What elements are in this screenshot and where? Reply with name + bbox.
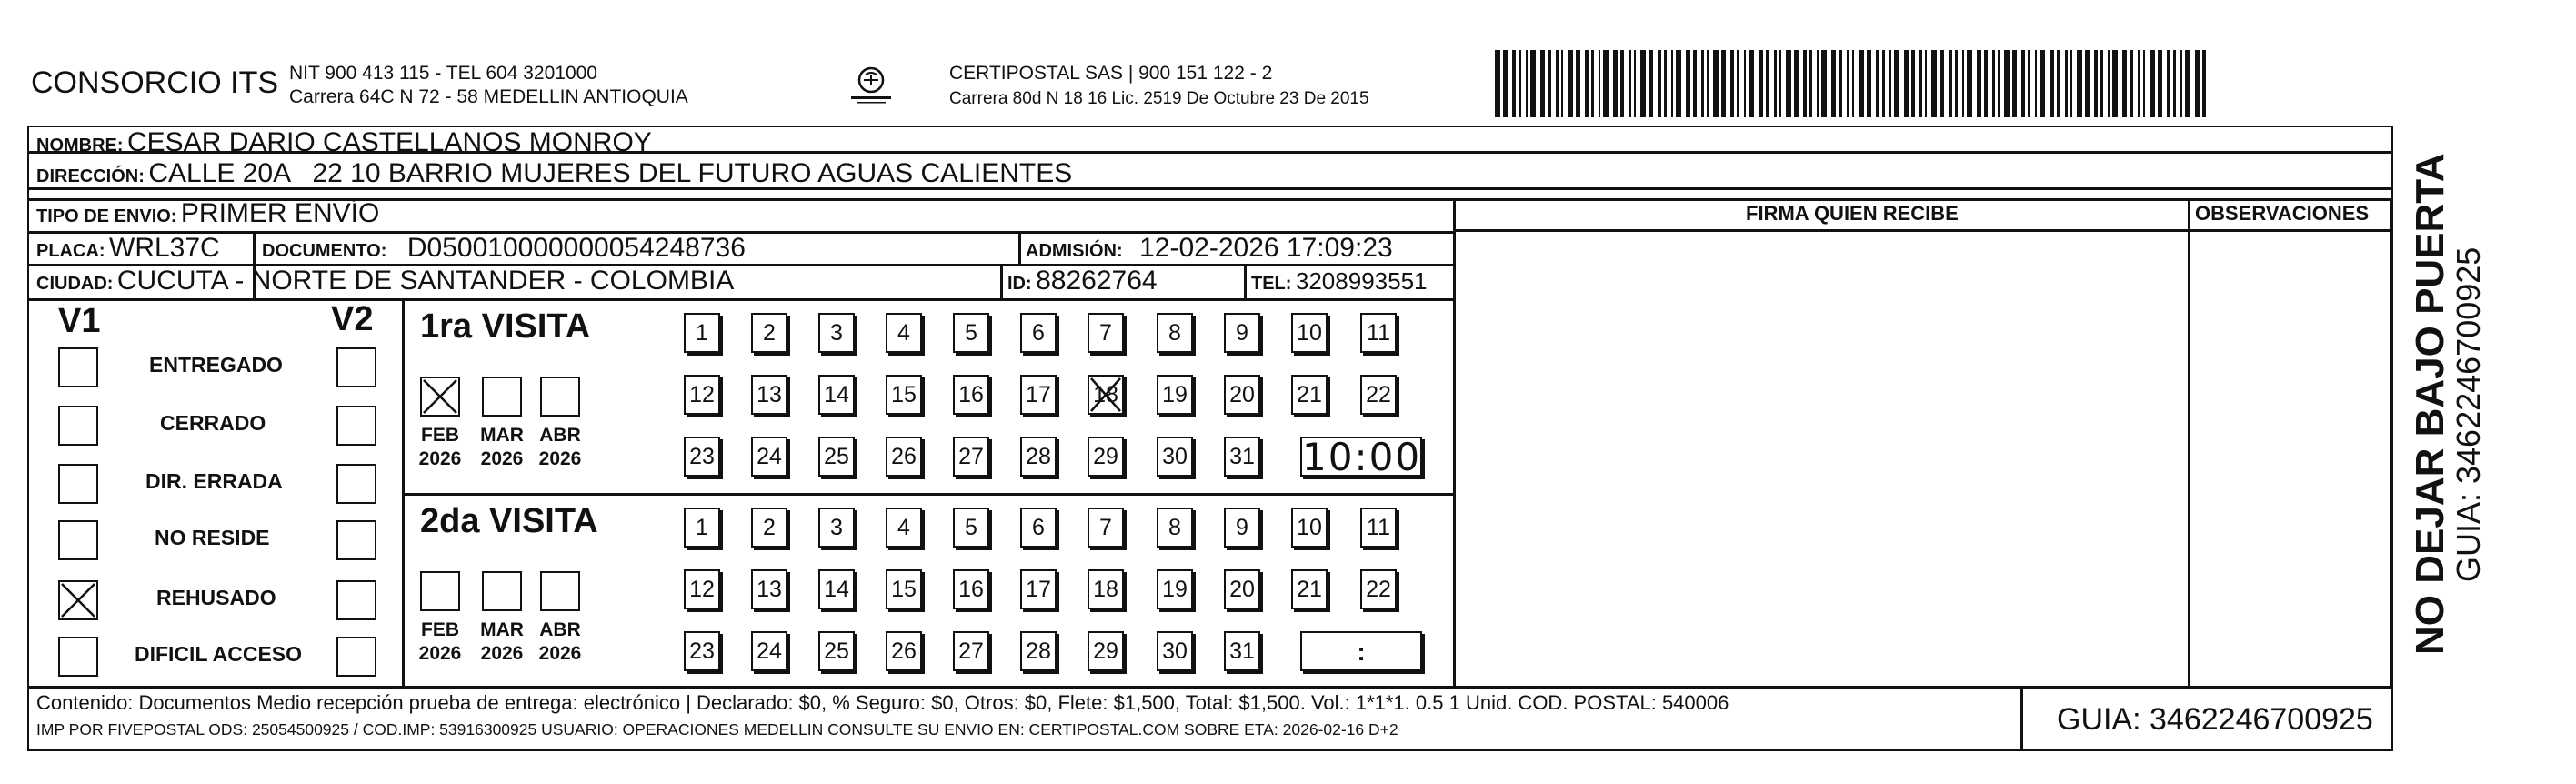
barcode-bar — [1949, 50, 1952, 117]
day-box[interactable]: 4 — [886, 508, 922, 548]
barcode-bar — [2150, 50, 2155, 117]
day-box[interactable]: 14 — [818, 375, 855, 415]
footer-content: Contenido: Documentos Medio recepción prueba de entrega: electrónico | Declarado: $0, % Seguro: $0, Otros: $0, Flete: $1,500, Total: $1,500. Vol.: 1*1*1. 0.5 1 Unid. COD. POSTAL: 540006 — [36, 691, 1729, 714]
barcode-bar — [2167, 50, 2170, 117]
barcode-bar — [1977, 50, 1981, 117]
day-box[interactable]: 7 — [1088, 313, 1124, 353]
month-checkbox[interactable] — [540, 571, 580, 611]
tel-value: 3208993551 — [1295, 267, 1428, 295]
nombre-label: NOMBRE: — [36, 136, 124, 156]
day-box[interactable]: 30 — [1157, 437, 1193, 477]
day-box[interactable]: 16 — [953, 569, 989, 609]
month-name: ABR — [539, 619, 581, 640]
day-box[interactable]: 11 — [1360, 508, 1397, 548]
day-box[interactable]: 9 — [1224, 508, 1260, 548]
barcode-bar — [1519, 50, 1521, 117]
barcode-bar — [1967, 50, 1972, 117]
month-checkbox[interactable] — [482, 571, 522, 611]
barcode-bar — [1882, 50, 1885, 117]
barcode-bar — [2028, 50, 2030, 117]
barcode-bar — [1998, 50, 2000, 117]
day-box[interactable]: 25 — [818, 631, 855, 671]
tipo-envio-row — [36, 198, 379, 229]
barcode-bar — [1658, 50, 1661, 117]
carrier-license: Carrera 80d N 18 16 Lic. 2519 De Octubre 23 De 2015 — [949, 89, 1369, 108]
certipostal-logo — [844, 60, 898, 115]
month-label — [413, 424, 467, 471]
month-year: 2026 — [418, 448, 462, 469]
ciudad-label: CIUDAD: — [36, 274, 114, 294]
barcode-bar — [1786, 50, 1791, 117]
barcode-bar — [1693, 50, 1697, 117]
day-box[interactable]: 26 — [886, 437, 922, 477]
day-box[interactable]: 6 — [1020, 508, 1057, 548]
barcode-bar — [1984, 50, 1988, 117]
month-year: 2026 — [480, 448, 524, 469]
barcode-bar — [2180, 50, 2182, 117]
guia-number: GUIA: 3462246700925 — [2057, 702, 2373, 737]
month-label — [475, 424, 529, 471]
barcode-bar — [1992, 50, 1995, 117]
status-label: NO RESIDE — [155, 526, 270, 549]
barcode-bar — [2112, 50, 2118, 117]
day-box[interactable]: 9 — [1224, 313, 1260, 353]
barcode-bar — [2158, 50, 2162, 117]
month-name: FEB — [421, 619, 459, 640]
v1-checkbox[interactable] — [58, 637, 98, 677]
barcode-bar — [2057, 50, 2060, 117]
barcode-bar — [2021, 50, 2025, 117]
barcode-bar — [1925, 50, 1927, 117]
day-box[interactable]: 17 — [1020, 375, 1057, 415]
month-year: 2026 — [538, 448, 582, 469]
v1-checkbox[interactable] — [58, 580, 98, 620]
month-name: FEB — [421, 425, 459, 446]
v2-checkbox[interactable] — [336, 406, 376, 446]
barcode-bar — [2065, 50, 2068, 117]
admision-row — [1026, 233, 1393, 264]
day-box[interactable]: 2 — [751, 508, 787, 548]
time-box[interactable]: : — [1300, 631, 1422, 671]
barcode-bar — [1664, 50, 1667, 117]
month-label — [413, 618, 467, 666]
firma-header: FIRMA QUIEN RECIBE — [1746, 202, 1959, 225]
barcode-bar — [2185, 50, 2190, 117]
tipo-envio-label: TIPO DE ENVIO: — [36, 206, 177, 226]
barcode-bar — [2050, 50, 2054, 117]
barcode-bar — [2094, 50, 2098, 117]
barcode-bar — [2143, 50, 2145, 117]
barcode-bar — [1568, 50, 1573, 117]
delivery-form — [27, 126, 2393, 751]
barcode-bar — [2122, 50, 2127, 117]
nombre-row — [36, 127, 652, 158]
day-box[interactable]: 26 — [886, 631, 922, 671]
tel-row — [1251, 267, 1428, 296]
barcode-bar — [2085, 50, 2090, 117]
barcode-bar — [1803, 50, 1807, 117]
barcode-bar — [1640, 50, 1646, 117]
barcode-bar — [1649, 50, 1653, 117]
barcode-bar — [1831, 50, 1836, 117]
barcode-bar — [1962, 50, 1964, 117]
day-box[interactable]: 13 — [751, 569, 787, 609]
placa-label: PLACA: — [36, 241, 105, 261]
day-box[interactable]: 10 — [1291, 313, 1328, 353]
company-address: Carrera 64C N 72 - 58 MEDELLIN ANTIOQUIA — [289, 86, 688, 107]
time-box[interactable]: 10:00 — [1302, 435, 1422, 479]
barcode-bar — [1730, 50, 1734, 117]
barcode-bar — [1894, 50, 1899, 117]
admision-value: 12-02-2026 17:09:23 — [1139, 233, 1393, 263]
day-box[interactable]: 19 — [1157, 569, 1193, 609]
id-label: ID: — [1007, 274, 1032, 294]
barcode-bar — [1744, 50, 1746, 117]
day-box[interactable]: 22 — [1360, 375, 1397, 415]
day-box[interactable]: 3 — [818, 313, 855, 353]
barcode-bar — [2202, 50, 2206, 117]
barcode-bar — [1779, 50, 1781, 117]
barcode-bar — [1876, 50, 1879, 117]
barcode-bar — [1676, 50, 1681, 117]
day-box[interactable]: 4 — [886, 313, 922, 353]
barcode-bar — [2100, 50, 2103, 117]
v1-checkbox[interactable] — [58, 347, 98, 387]
barcode-bar — [1540, 50, 1545, 117]
direccion-row — [36, 158, 1072, 189]
barcode-bar — [2070, 50, 2072, 117]
barcode-bar — [1904, 50, 1909, 117]
carrier-nit: CERTIPOSTAL SAS | 900 151 122 - 2 — [949, 63, 1273, 84]
day-box[interactable]: 8 — [1157, 508, 1193, 548]
direccion-value: CALLE 20A 22 10 BARRIO MUJERES DEL FUTURO AGUAS CALIENTES — [148, 158, 1073, 188]
day-box[interactable]: 6 — [1020, 313, 1057, 353]
id-row — [1007, 266, 1158, 297]
barcode-bar — [1852, 50, 1854, 117]
month-name: MAR — [480, 619, 524, 640]
observaciones-header: OBSERVACIONES — [2195, 202, 2370, 225]
barcode-bar — [2004, 50, 2010, 117]
tipo-envio-value: PRIMER ENVÍO — [180, 198, 380, 228]
barcode-bar — [1561, 50, 1563, 117]
barcode-bar — [1859, 50, 1864, 117]
day-box[interactable]: 24 — [751, 631, 787, 671]
barcode-bar — [1686, 50, 1690, 117]
barcode-bar — [1737, 50, 1739, 117]
month-year: 2026 — [418, 643, 462, 664]
barcode-bar — [1794, 50, 1799, 117]
barcode-bar — [1759, 50, 1763, 117]
status-label: DIFICIL ACCESO — [135, 642, 303, 666]
day-box[interactable]: 23 — [684, 437, 720, 477]
barcode-bar — [1671, 50, 1673, 117]
day-box[interactable]: 29 — [1088, 631, 1124, 671]
day-box[interactable]: 12 — [684, 569, 720, 609]
barcode-bar — [1620, 50, 1624, 117]
day-box[interactable]: 8 — [1157, 313, 1193, 353]
barcode-bar — [1526, 50, 1528, 117]
barcode-bar — [2195, 50, 2200, 117]
barcode-bar — [1867, 50, 1871, 117]
v1-checkbox[interactable] — [58, 464, 98, 504]
day-box[interactable]: 18 — [1088, 569, 1124, 609]
day-box[interactable]: 7 — [1088, 508, 1124, 548]
barcode-bar — [1707, 50, 1709, 117]
barcode-bar — [2173, 50, 2176, 117]
day-box[interactable]: 31 — [1224, 631, 1260, 671]
day-box[interactable]: 19 — [1157, 375, 1193, 415]
tel-label: TEL: — [1251, 274, 1292, 294]
day-box[interactable]: 29 — [1088, 437, 1124, 477]
visit-title: 2da VISITA — [420, 502, 598, 540]
day-box[interactable]: 27 — [953, 631, 989, 671]
v2-label: V2 — [331, 300, 374, 338]
barcode-bar — [1911, 50, 1915, 117]
month-label — [533, 618, 587, 666]
barcode-bar — [2077, 50, 2082, 117]
day-box[interactable]: 5 — [953, 313, 989, 353]
day-box[interactable]: 21 — [1291, 375, 1328, 415]
month-year: 2026 — [538, 643, 582, 664]
footer-print-info: IMP POR FIVEPOSTAL ODS: 25054500925 / COD.IMP: 53916300925 USUARIO: OPERACIONES MEDELLIN CONSULTE SU ENVIO EN: CERTIPOSTAL.COM SOBRE ETA: 2026-02-16 D+2 — [36, 720, 1398, 739]
barcode-bar — [1721, 50, 1726, 117]
v1-checkbox[interactable] — [58, 520, 98, 560]
barcode-bar — [1603, 50, 1609, 117]
day-box[interactable]: 11 — [1360, 313, 1397, 353]
barcode-bar — [1889, 50, 1891, 117]
barcode-bar — [1576, 50, 1580, 117]
day-box[interactable]: 24 — [751, 437, 787, 477]
barcode-bar — [1955, 50, 1958, 117]
barcode-bar — [2108, 50, 2110, 117]
month-label — [475, 618, 529, 666]
day-box[interactable]: 1 — [684, 508, 720, 548]
v2-checkbox[interactable] — [336, 580, 376, 620]
v2-checkbox[interactable] — [336, 347, 376, 387]
barcode-bar — [1548, 50, 1551, 117]
barcode-bar — [1839, 50, 1842, 117]
barcode-bar — [1556, 50, 1559, 117]
month-checkbox[interactable] — [420, 377, 460, 417]
barcode-bar — [1585, 50, 1589, 117]
v2-checkbox[interactable] — [336, 520, 376, 560]
day-box[interactable]: 16 — [953, 375, 989, 415]
month-name: ABR — [539, 425, 581, 446]
day-box[interactable]: 18 — [1088, 375, 1124, 415]
barcode-bar — [1940, 50, 1944, 117]
status-label: DIR. ERRADA — [145, 469, 283, 493]
day-box[interactable]: 25 — [818, 437, 855, 477]
no-dejar-text: NO DEJAR BAJO PUERTA — [2408, 153, 2452, 655]
day-box[interactable]: 15 — [886, 569, 922, 609]
status-label: REHUSADO — [156, 586, 276, 609]
barcode-bar — [1809, 50, 1812, 117]
barcode-bar — [2040, 50, 2045, 117]
month-label — [533, 424, 587, 471]
id-value: 88262764 — [1036, 266, 1158, 296]
day-box[interactable]: 23 — [684, 631, 720, 671]
barcode-bar — [2138, 50, 2140, 117]
day-box[interactable]: 27 — [953, 437, 989, 477]
day-box[interactable]: 22 — [1360, 569, 1397, 609]
barcode-bar — [1634, 50, 1636, 117]
documento-value: D050010000000054248736 — [406, 233, 746, 263]
day-box[interactable]: 28 — [1020, 437, 1057, 477]
barcode-bar — [1847, 50, 1849, 117]
barcode-bar — [1931, 50, 1937, 117]
barcode-bar — [1817, 50, 1819, 117]
barcode-bar — [1613, 50, 1618, 117]
ciudad-value: CUCUTA - NORTE DE SANTANDER - COLOMBIA — [116, 266, 735, 296]
day-box[interactable]: 31 — [1224, 437, 1260, 477]
company-name: CONSORCIO ITS — [31, 65, 279, 100]
day-box[interactable]: 14 — [818, 569, 855, 609]
barcode-bar — [1774, 50, 1777, 117]
barcode-bar — [1599, 50, 1600, 117]
status-label: CERRADO — [160, 411, 266, 435]
day-box[interactable]: 2 — [751, 313, 787, 353]
day-box[interactable]: 10 — [1291, 508, 1328, 548]
barcode-bar — [1495, 50, 1500, 117]
day-box[interactable]: 3 — [818, 508, 855, 548]
guia-side-text: GUIA: 3462246700925 — [2450, 246, 2487, 582]
barcode-bar — [1512, 50, 1516, 117]
barcode-bar — [1503, 50, 1508, 117]
month-name: MAR — [480, 425, 524, 446]
nombre-value: CESAR DARIO CASTELLANOS MONROY — [127, 127, 652, 157]
barcode-bar — [1766, 50, 1769, 117]
day-box[interactable]: 17 — [1020, 569, 1057, 609]
month-checkbox[interactable] — [482, 377, 522, 417]
status-label: ENTREGADO — [149, 353, 283, 377]
barcode-bar — [1713, 50, 1719, 117]
day-box[interactable]: 1 — [684, 313, 720, 353]
v2-checkbox[interactable] — [336, 464, 376, 504]
barcode — [1491, 50, 2219, 117]
month-checkbox[interactable] — [420, 571, 460, 611]
day-box[interactable]: 20 — [1224, 569, 1260, 609]
day-box[interactable]: 13 — [751, 375, 787, 415]
month-year: 2026 — [480, 643, 524, 664]
v1-label: V1 — [58, 302, 101, 340]
barcode-bar — [1821, 50, 1827, 117]
documento-label: DOCUMENTO: — [262, 241, 387, 261]
day-box[interactable]: 20 — [1224, 375, 1260, 415]
placa-row — [36, 233, 220, 264]
barcode-bar — [2012, 50, 2017, 117]
admision-label: ADMISIÓN: — [1026, 241, 1123, 261]
barcode-bar — [1591, 50, 1594, 117]
barcode-bar — [1530, 50, 1536, 117]
day-box[interactable]: 28 — [1020, 631, 1057, 671]
barcode-bar — [2130, 50, 2133, 117]
visit-title: 1ra VISITA — [420, 307, 591, 346]
v1-checkbox[interactable] — [58, 406, 98, 446]
ciudad-row — [36, 266, 734, 297]
month-checkbox[interactable] — [540, 377, 580, 417]
barcode-bar — [1919, 50, 1922, 117]
barcode-bar — [1629, 50, 1631, 117]
day-box[interactable]: 12 — [684, 375, 720, 415]
day-box[interactable]: 15 — [886, 375, 922, 415]
day-box[interactable]: 30 — [1157, 631, 1193, 671]
placa-value: WRL37C — [109, 233, 220, 263]
day-box[interactable]: 21 — [1291, 569, 1328, 609]
barcode-bar — [1701, 50, 1704, 117]
company-nit: NIT 900 413 115 - TEL 604 3201000 — [289, 63, 597, 84]
v2-checkbox[interactable] — [336, 637, 376, 677]
documento-row — [262, 233, 746, 264]
day-box[interactable]: 5 — [953, 508, 989, 548]
direccion-label: DIRECCIÓN: — [36, 166, 145, 186]
barcode-bar — [1749, 50, 1754, 117]
barcode-bar — [2035, 50, 2037, 117]
